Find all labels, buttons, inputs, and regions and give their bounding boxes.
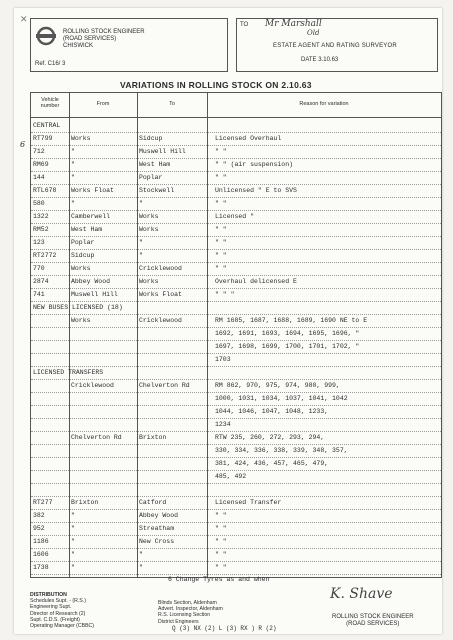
reference-number: Ref. C16/ 3 xyxy=(35,61,66,67)
table-row xyxy=(31,119,441,133)
to-cell: " xyxy=(139,239,143,246)
vehicle-cell: RT2772 xyxy=(33,252,57,259)
reason-cell: 381, 424, 436, 457, 465, 479, xyxy=(215,460,329,467)
handwritten-recipient: Mr Marshall xyxy=(265,19,322,29)
from-cell: " xyxy=(71,564,75,571)
reason-cell: RM 862, 970, 975, 974, 980, 999, xyxy=(215,382,340,389)
reason-cell: RM 1685, 1687, 1688, 1689, 1690 NE to E xyxy=(215,317,368,324)
to-cell: Works xyxy=(139,213,159,220)
reason-cell: " " xyxy=(215,525,227,532)
recipient-box xyxy=(236,18,438,72)
table-row xyxy=(31,483,441,497)
reason-cell: " " xyxy=(215,265,227,272)
from-cell: Sidcup xyxy=(71,252,95,259)
from-cell: Works xyxy=(71,265,91,272)
table-row xyxy=(31,405,441,419)
from-cell: Works xyxy=(71,135,91,142)
from-cell: Abbey Wood xyxy=(71,278,111,285)
to-cell: " xyxy=(139,551,143,558)
table-row xyxy=(31,184,441,198)
distribution-item: Blinds Section, Aldenham xyxy=(158,600,217,606)
vehicle-cell: 712 xyxy=(33,148,45,155)
vehicle-cell: 2874 xyxy=(33,278,49,285)
margin-annotation: 6 xyxy=(20,140,26,149)
table-row xyxy=(31,431,441,445)
punch-hole-mark: ✕ xyxy=(20,14,28,24)
distribution-codes: Q (3) NX (2) L (3) RX ) R (2) xyxy=(172,625,277,632)
from-cell: " xyxy=(71,551,75,558)
distribution-item: District Engineers xyxy=(158,618,199,625)
vehicle-cell: 1322 xyxy=(33,213,49,220)
reason-cell: " " xyxy=(215,538,227,545)
table-row xyxy=(31,496,441,510)
to-cell: Cricklewood xyxy=(139,265,182,272)
reason-cell: 485, 492 xyxy=(215,473,247,480)
reason-cell: " " (air suspension) xyxy=(215,161,294,168)
vehicle-cell: 1738 xyxy=(33,564,49,571)
table-row xyxy=(31,444,441,458)
to-cell: Streatham xyxy=(139,525,175,532)
table-row xyxy=(31,262,441,276)
to-cell: Cricklewood xyxy=(139,317,182,324)
from-cell: Works Float xyxy=(71,187,114,194)
footnote: 6 Change Tyres as and when xyxy=(168,576,270,583)
org-line3: CHISWICK xyxy=(63,43,93,49)
table-row xyxy=(31,327,441,341)
reason-cell: Overhaul delicensed E xyxy=(215,278,297,285)
to-cell: Chelverton Rd xyxy=(139,382,190,389)
org-line1: ROLLING STOCK ENGINEER xyxy=(63,29,145,35)
from-cell: " xyxy=(71,512,75,519)
from-cell: " xyxy=(71,525,75,532)
table-row xyxy=(31,171,441,185)
vehicle-cell: 741 xyxy=(33,291,45,298)
table-row xyxy=(31,470,441,484)
distribution-item: Supt. C.D.S. (Freight) xyxy=(30,616,80,623)
table-row xyxy=(31,275,441,289)
distribution-item: Schedules Supt. - (R.S.) xyxy=(30,598,86,605)
table-row xyxy=(31,288,441,302)
reason-cell: Licensed Overhaul xyxy=(215,135,282,142)
table-row xyxy=(31,548,441,562)
table-row xyxy=(31,145,441,159)
to-cell: " xyxy=(139,564,143,571)
to-cell: Sidcup xyxy=(139,135,163,142)
table-row xyxy=(31,314,441,328)
to-cell: Stockwell xyxy=(139,187,175,194)
vehicle-cell: 1606 xyxy=(33,551,49,558)
to-label: TO xyxy=(240,22,249,28)
column-header-from: From xyxy=(96,101,110,107)
distribution-item: Engineering Supt. xyxy=(30,604,72,611)
reason-cell: " " xyxy=(215,148,227,155)
distribution-heading: DISTRIBUTION xyxy=(30,592,67,598)
to-cell: West Ham xyxy=(139,161,171,168)
reason-cell: Unlicensed " E to SVS xyxy=(215,187,297,194)
distribution-item: Operating Manager (CBBC) xyxy=(30,623,95,630)
vehicle-cell: RM52 xyxy=(33,226,49,233)
table-row xyxy=(31,535,441,549)
table-row xyxy=(31,522,441,536)
to-cell: " xyxy=(139,200,143,207)
reason-cell: RTW 235, 260, 272, 293, 294, xyxy=(215,434,325,441)
table-row xyxy=(31,561,441,575)
table-row xyxy=(31,210,441,224)
document-date: DATE 3.10.63 xyxy=(301,57,339,63)
handwritten-note: Old xyxy=(307,29,320,37)
table-row xyxy=(31,457,441,471)
distribution-item: Director of Research (2) xyxy=(30,610,86,617)
table-row xyxy=(31,301,441,315)
reason-cell: 330, 334, 336, 338, 339, 348, 357, xyxy=(215,447,348,454)
header-rule xyxy=(31,117,441,118)
to-cell: Works xyxy=(139,226,159,233)
column-header-vehicle: Vehicle number xyxy=(40,97,60,109)
variations-table xyxy=(30,92,442,578)
vehicle-cell: 144 xyxy=(33,174,45,181)
sender-org xyxy=(63,29,145,50)
to-cell: Works Float xyxy=(139,291,182,298)
reason-cell: " " xyxy=(215,200,227,207)
signature: K. Shave xyxy=(330,586,393,602)
from-cell: West Ham xyxy=(71,226,103,233)
vehicle-cell: CENTRAL xyxy=(33,122,61,129)
vehicle-cell: 952 xyxy=(33,525,45,532)
distribution-list-middle xyxy=(158,600,278,625)
reason-cell: 1000, 1031, 1034, 1037, 1041, 1042 xyxy=(215,395,348,402)
reason-cell: " " xyxy=(215,512,227,519)
reason-cell: " " xyxy=(215,551,227,558)
table-row xyxy=(31,236,441,250)
to-cell: Poplar xyxy=(139,174,163,181)
to-cell: Abbey Wood xyxy=(139,512,179,519)
from-cell: Muswell Hill xyxy=(71,291,118,298)
table-row xyxy=(31,223,441,237)
sender-box xyxy=(30,18,228,72)
table-row xyxy=(31,197,441,211)
table-row xyxy=(31,132,441,146)
to-cell: " xyxy=(139,252,143,259)
vehicle-cell: LICENSED TRANSFERS xyxy=(33,369,104,376)
to-cell: New Cross xyxy=(139,538,175,545)
from-cell: " xyxy=(71,200,75,207)
distribution-item: R.S. Licensing Section xyxy=(158,612,211,619)
from-cell: Cricklewood xyxy=(71,382,114,389)
table-row xyxy=(31,379,441,393)
signature-org-line1: ROLLING STOCK ENGINEER xyxy=(332,614,414,620)
from-cell: " xyxy=(71,161,75,168)
org-line2: (ROAD SERVICES) xyxy=(63,36,117,42)
reason-cell: 1234 xyxy=(215,421,231,428)
distribution-item: Advert. Inspector, Aldenham xyxy=(158,606,223,613)
reason-cell: " " xyxy=(215,564,227,571)
reason-cell: Licensed " xyxy=(215,213,255,220)
table-row xyxy=(31,418,441,432)
to-cell: Works xyxy=(139,278,159,285)
reason-cell: " " xyxy=(215,174,227,181)
vehicle-cell: 382 xyxy=(33,512,45,519)
london-transport-roundel-icon xyxy=(35,25,57,47)
table-row xyxy=(31,353,441,367)
column-header-reason: Reason for variation xyxy=(299,101,349,107)
signature-org xyxy=(332,614,414,628)
from-cell: Poplar xyxy=(71,239,95,246)
from-cell: " xyxy=(71,174,75,181)
from-cell: " xyxy=(71,538,75,545)
from-cell: Camberwell xyxy=(71,213,111,220)
vehicle-cell: RT799 xyxy=(33,135,53,142)
vehicle-cell: 123 xyxy=(33,239,45,246)
distribution-list xyxy=(30,592,160,629)
page-title: VARIATIONS IN ROLLING STOCK ON 2.10.63 xyxy=(120,80,312,90)
reason-cell: " " " xyxy=(215,291,235,298)
reason-cell: " " xyxy=(215,226,227,233)
from-cell: Brixton xyxy=(71,499,99,506)
vehicle-cell: 1186 xyxy=(33,538,49,545)
table-row xyxy=(31,509,441,523)
signature-org-line2: (ROAD SERVICES) xyxy=(346,621,400,627)
to-cell: Catford xyxy=(139,499,167,506)
reason-cell: 1044, 1046, 1047, 1048, 1233, xyxy=(215,408,329,415)
vehicle-cell: RTL678 xyxy=(33,187,57,194)
recipient-address: ESTATE AGENT AND RATING SURVEYOR xyxy=(273,43,397,49)
table-row xyxy=(31,340,441,354)
vehicle-cell: RM69 xyxy=(33,161,49,168)
vehicle-cell: NEW BUSES LICENSED (18) xyxy=(33,304,123,311)
table-row xyxy=(31,392,441,406)
reason-cell: 1692, 1691, 1693, 1694, 1695, 1696, " xyxy=(215,330,360,337)
from-cell: " xyxy=(71,148,75,155)
from-cell: Chelverton Rd xyxy=(71,434,122,441)
vehicle-cell: RT277 xyxy=(33,499,53,506)
table-row xyxy=(31,249,441,263)
vehicle-cell: 580 xyxy=(33,200,45,207)
reason-cell: " " xyxy=(215,252,227,259)
reason-cell: " " xyxy=(215,239,227,246)
from-cell: Works xyxy=(71,317,91,324)
vehicle-cell: 770 xyxy=(33,265,45,272)
column-header-to: To xyxy=(169,101,175,107)
reason-cell: Licensed Transfer xyxy=(215,499,282,506)
table-row xyxy=(31,158,441,172)
table-row xyxy=(31,366,441,380)
reason-cell: 1703 xyxy=(215,356,231,363)
reason-cell: 1697, 1698, 1699, 1700, 1701, 1702, " xyxy=(215,343,360,350)
to-cell: Brixton xyxy=(139,434,167,441)
to-cell: Muswell Hill xyxy=(139,148,186,155)
